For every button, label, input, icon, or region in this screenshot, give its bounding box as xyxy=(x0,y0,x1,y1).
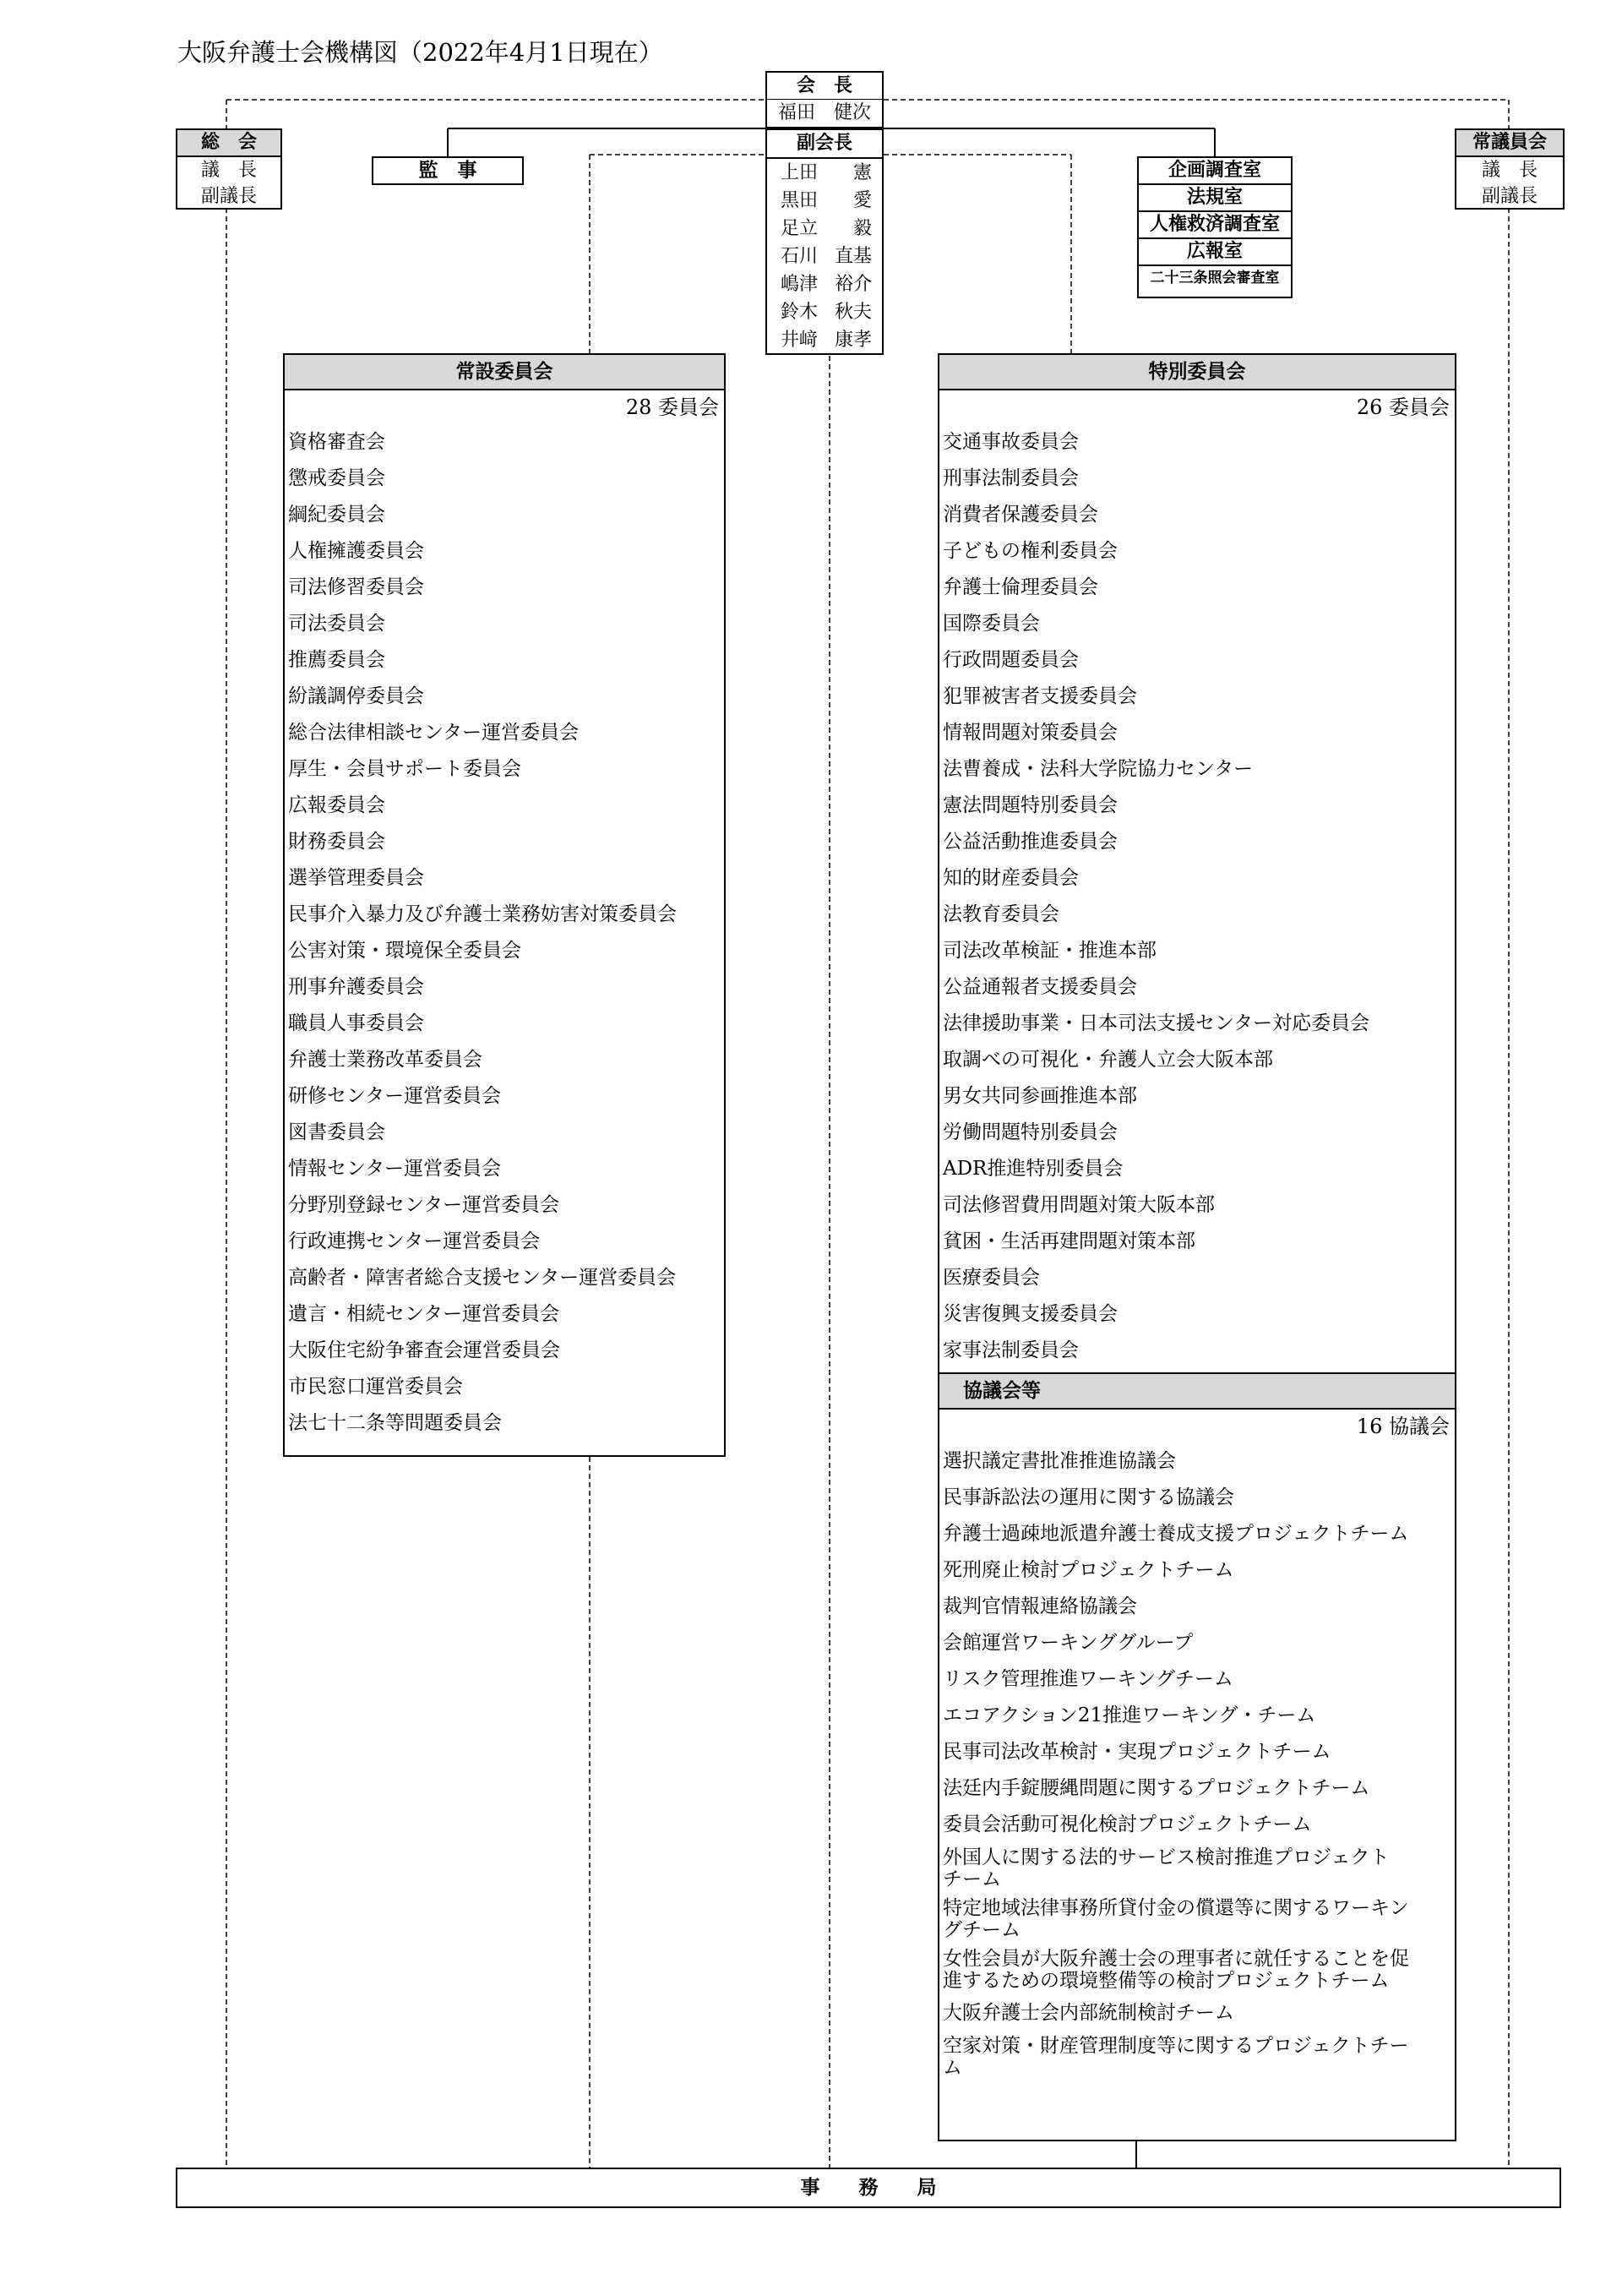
committee-item: 市民窓口運営委員会 xyxy=(288,1376,463,1398)
vice-president-entry xyxy=(767,326,882,354)
committee-item: 大阪住宅紛争審査会運営委員会 xyxy=(288,1339,560,1361)
president-name: 福田 健次 xyxy=(777,102,871,123)
committee-item: 刑事弁護委員会 xyxy=(288,976,424,998)
committee-item: 財務委員会 xyxy=(288,831,385,853)
committee-item: 職員人事委員会 xyxy=(288,1012,424,1034)
vice-president-entry xyxy=(767,270,882,298)
office-item: 二十三条照会審査室 xyxy=(1150,270,1280,286)
standing-council-vice-chair: 副議長 xyxy=(1481,186,1538,207)
vice-president-family-name: 石川 xyxy=(781,246,819,267)
committee-item: 国際委員会 xyxy=(943,613,1040,635)
council-item xyxy=(939,1516,1455,1552)
council-item xyxy=(939,1625,1455,1661)
councils-list xyxy=(939,1443,1455,2082)
vice-president-entry xyxy=(767,187,882,215)
committee-item: 刑事法制委員会 xyxy=(943,467,1079,489)
committee-item: 民事介入暴力及び弁護士業務妨害対策委員会 xyxy=(288,903,677,925)
president-title: 会 長 xyxy=(767,73,882,100)
standing-council-chair: 議 長 xyxy=(1481,160,1538,181)
committee-item: 法七十二条等問題委員会 xyxy=(288,1412,502,1434)
council-item-line: グチーム xyxy=(943,1919,1021,1941)
committee-item: 遺言・相続センター運営委員会 xyxy=(288,1303,560,1325)
council-item-line: 大阪弁護士会内部統制検討チーム xyxy=(943,2002,1234,2024)
council-item-line: 裁判官情報連絡協議会 xyxy=(943,1595,1137,1617)
council-item-line: 死刑廃止検討プロジェクトチーム xyxy=(943,1559,1234,1581)
council-item-line: 会館運営ワーキンググループ xyxy=(943,1632,1194,1654)
committee-item: 医療委員会 xyxy=(943,1267,1040,1289)
committee-item: 高齢者・障害者総合支援センター運営委員会 xyxy=(288,1267,677,1289)
vice-president-entry xyxy=(767,215,882,243)
committee-item: 選挙管理委員会 xyxy=(288,867,424,889)
general-assembly-box xyxy=(176,128,282,210)
vice-president-given-name: 裕介 xyxy=(834,274,872,295)
councils-title: 協議会等 xyxy=(939,1372,1455,1410)
council-item xyxy=(939,1944,1455,1995)
council-item xyxy=(939,1894,1455,1944)
council-item-line: 選択議定書批准推進協議会 xyxy=(943,1450,1176,1472)
secretariat-box xyxy=(176,2168,1561,2208)
council-item-line: エコアクション21推進ワーキング・チーム xyxy=(943,1704,1316,1726)
council-item-line: 特定地域法律事務所貸付金の償還等に関するワーキン xyxy=(943,1897,1409,1919)
general-assembly-chair: 議 長 xyxy=(200,160,257,181)
committee-item: 厚生・会員サポート委員会 xyxy=(288,758,521,780)
secretariat-title: 事 務 局 xyxy=(800,2177,937,2199)
committee-item: 資格審査会 xyxy=(288,431,385,453)
standing-committees-title: 常設委員会 xyxy=(285,355,724,390)
committee-item: 広報委員会 xyxy=(288,794,385,816)
vice-president-entry xyxy=(767,159,882,187)
committee-item: 貧困・生活再建問題対策本部 xyxy=(943,1230,1195,1252)
council-item xyxy=(939,1698,1455,1734)
committee-item: 図書委員会 xyxy=(288,1121,385,1143)
office-item: 人権救済調査室 xyxy=(1139,212,1291,239)
office-item: 法規室 xyxy=(1139,185,1291,212)
vice-president-given-name: 毅 xyxy=(852,218,872,239)
vice-president-family-name: 足立 xyxy=(781,218,819,239)
committee-item: 公害対策・環境保全委員会 xyxy=(288,940,521,962)
committee-item: 法律援助事業・日本司法支援センター対応委員会 xyxy=(943,1012,1370,1034)
council-item xyxy=(939,2031,1455,2082)
committee-item: 消費者保護委員会 xyxy=(943,504,1098,526)
vice-president-box xyxy=(765,128,884,355)
council-item xyxy=(939,1589,1455,1625)
council-item-line: リスク管理推進ワーキングチーム xyxy=(943,1668,1233,1690)
council-item-line: 民事訴訟法の運用に関する協議会 xyxy=(943,1486,1234,1508)
vice-president-family-name: 井﨑 xyxy=(781,330,819,351)
general-assembly-vice-chair: 副議長 xyxy=(200,186,257,207)
offices-box xyxy=(1137,156,1293,298)
committee-item: 行政問題委員会 xyxy=(943,649,1079,671)
committee-item: 法曹養成・法科大学院協力センター xyxy=(943,758,1254,780)
special-committees-count: 26 委員会 xyxy=(1356,395,1450,419)
council-item xyxy=(939,1843,1455,1894)
committee-item: 犯罪被害者支援委員会 xyxy=(943,685,1137,707)
vice-president-entry xyxy=(767,298,882,326)
committee-item: 情報センター運営委員会 xyxy=(288,1158,502,1180)
council-item xyxy=(939,1443,1455,1480)
vice-president-family-name: 嶋津 xyxy=(781,274,819,295)
councils-count: 16 協議会 xyxy=(1356,1415,1450,1438)
council-item-line: 委員会活動可視化検討プロジェクトチーム xyxy=(943,1813,1312,1835)
vice-president-given-name: 憲 xyxy=(852,162,872,183)
committee-item: 司法修習委員会 xyxy=(288,576,424,598)
council-item xyxy=(939,1661,1455,1698)
committee-item: 行政連携センター運営委員会 xyxy=(288,1230,541,1252)
committee-item: 法教育委員会 xyxy=(943,903,1059,925)
committee-item: ADR推進特別委員会 xyxy=(943,1158,1124,1180)
committee-item: 司法修習費用問題対策大阪本部 xyxy=(943,1194,1215,1216)
council-item-line: 法廷内手錠腰縄問題に関するプロジェクトチーム xyxy=(943,1777,1370,1799)
special-committees-title: 特別委員会 xyxy=(939,355,1455,390)
office-item: 広報室 xyxy=(1139,239,1291,266)
council-item xyxy=(939,1807,1455,1843)
vice-president-title: 副会長 xyxy=(767,130,882,159)
council-item xyxy=(939,1995,1455,2031)
vice-president-family-name: 鈴木 xyxy=(781,302,819,323)
committee-item: 研修センター運営委員会 xyxy=(288,1085,502,1107)
committee-item: 分野別登録センター運営委員会 xyxy=(288,1194,560,1216)
committee-item: 家事法制委員会 xyxy=(943,1339,1079,1361)
president-box xyxy=(765,71,884,128)
special-committees-list xyxy=(939,424,1455,1369)
vice-president-given-name: 康孝 xyxy=(834,330,872,351)
committee-item: 憲法問題特別委員会 xyxy=(943,794,1118,816)
auditor-box xyxy=(372,156,524,185)
council-item-line: 民事司法改革検討・実現プロジェクトチーム xyxy=(943,1741,1331,1763)
council-item-line: 弁護士過疎地派遣弁護士養成支援プロジェクトチーム xyxy=(943,1523,1409,1545)
vice-president-family-name: 上田 xyxy=(781,162,819,183)
committee-item: 懲戒委員会 xyxy=(288,467,385,489)
vice-president-given-name: 直基 xyxy=(834,246,872,267)
committee-item: 公益通報者支援委員会 xyxy=(943,976,1137,998)
committee-item: 弁護士倫理委員会 xyxy=(943,576,1098,598)
council-item-line: 空家対策・財産管理制度等に関するプロジェクトチー xyxy=(943,2035,1409,2057)
council-item xyxy=(939,1770,1455,1807)
committee-item: 労働問題特別委員会 xyxy=(943,1121,1118,1143)
committee-item: 知的財産委員会 xyxy=(943,867,1079,889)
standing-committees-box xyxy=(283,353,726,1457)
committee-item: 弁護士業務改革委員会 xyxy=(288,1049,482,1071)
committee-item: 子どもの権利委員会 xyxy=(943,540,1118,562)
committee-item: 交通事故委員会 xyxy=(943,431,1079,453)
vice-president-list xyxy=(767,159,882,354)
committee-item: 男女共同参画推進本部 xyxy=(943,1085,1137,1107)
committee-item: 司法委員会 xyxy=(288,613,385,635)
committee-item: 情報問題対策委員会 xyxy=(943,722,1118,744)
committee-item: 紛議調停委員会 xyxy=(288,685,424,707)
standing-committees-list xyxy=(285,424,724,1442)
vice-president-given-name: 愛 xyxy=(852,190,872,211)
committee-item: 綱紀委員会 xyxy=(288,504,385,526)
committee-item: 人権擁護委員会 xyxy=(288,540,424,562)
committee-item: 取調べの可視化・弁護人立会大阪本部 xyxy=(943,1049,1273,1071)
vice-president-family-name: 黒田 xyxy=(781,190,819,211)
council-item-line: 進するための環境整備等の検討プロジェクトチーム xyxy=(943,1970,1390,1992)
committee-item: 総合法律相談センター運営委員会 xyxy=(288,722,580,744)
standing-council-title: 常議員会 xyxy=(1456,130,1563,157)
committee-item: 司法改革検証・推進本部 xyxy=(943,940,1157,962)
committee-item: 公益活動推進委員会 xyxy=(943,831,1118,853)
office-item: 企画調査室 xyxy=(1139,158,1291,185)
committee-item: 災害復興支援委員会 xyxy=(943,1303,1118,1325)
standing-committees-count: 28 委員会 xyxy=(625,395,719,419)
council-item-line: チーム xyxy=(943,1868,1001,1890)
vice-president-given-name: 秋夫 xyxy=(834,302,872,323)
council-item xyxy=(939,1552,1455,1589)
council-item-line: ム xyxy=(943,2057,962,2079)
council-item-line: 外国人に関する法的サービス検討推進プロジェクト xyxy=(943,1846,1390,1868)
council-item-line: 女性会員が大阪弁護士会の理事者に就任することを促 xyxy=(943,1948,1409,1970)
council-item xyxy=(939,1480,1455,1516)
auditor-title: 監 事 xyxy=(418,160,477,182)
standing-council-box xyxy=(1455,128,1565,210)
special-committees-box xyxy=(938,353,1456,2141)
vice-president-entry xyxy=(767,243,882,270)
page-title: 大阪弁護士会機構図（2022年4月1日現在） xyxy=(177,38,663,67)
general-assembly-title: 総 会 xyxy=(177,130,280,157)
council-item xyxy=(939,1734,1455,1770)
committee-item: 推薦委員会 xyxy=(288,649,385,671)
